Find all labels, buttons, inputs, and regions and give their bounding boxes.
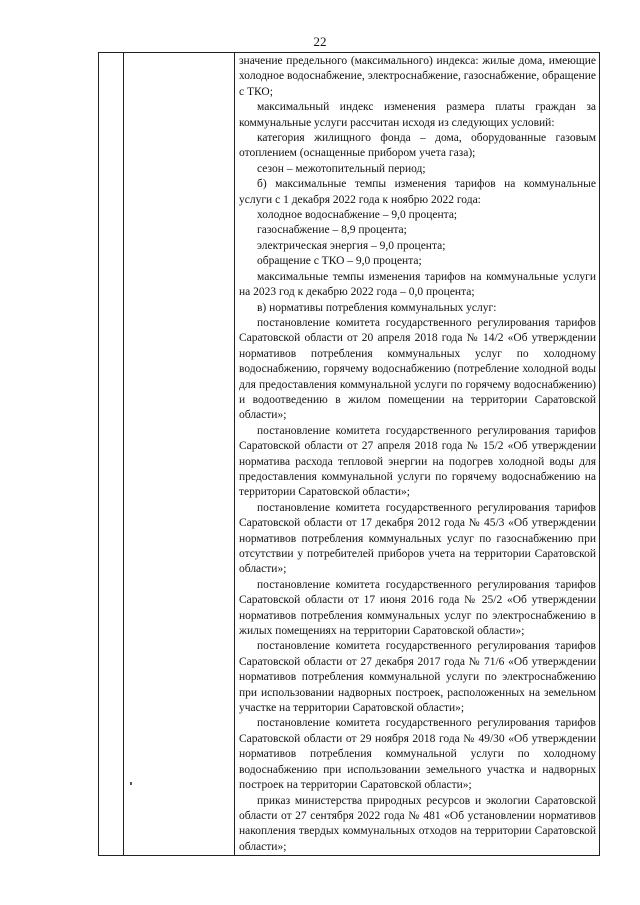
paragraph: значение предельного (максимального) индекса: жилые дома, имеющие холодное водоснабжение, электроснабжение, газоснабжение, обращение с ТКО;	[239, 55, 596, 98]
paragraph: холодное водоснабжение – 9,0 процента;	[257, 209, 458, 222]
content-cell	[235, 53, 600, 856]
paragraph: категория жилищного фонда – дома, оборудованные газовым отоплением (оснащенные прибором учета газа);	[239, 132, 596, 160]
paragraph: постановление комитета государственного регулирования тарифов Саратовской области от 20 апреля 2018 года № 14/2 «Об утверждении нормативов потребления коммунальных услуг по холодному водоснабжению, горячему водоснабжению (потребление холодной воды для предоставления коммунальной услуги по горячему водоснабжению) и водоотведению в жилом помещении на территории Саратовской области»;	[239, 316, 596, 422]
document-table	[98, 52, 600, 856]
paragraph: в) нормативы потребления коммунальных услуг:	[257, 301, 497, 314]
paragraph: постановление комитета государственного регулирования тарифов Саратовской области от 27 апреля 2018 года № 15/2 «Об утверждении норматива расхода тепловой энергии на подогрев холодной воды для предоставления коммунальной услуги по горячему водоснабжению на территории Саратовской области»;	[239, 424, 596, 499]
paragraph: постановление комитета государственного регулирования тарифов Саратовской области от 17 декабря 2012 года № 45/3 «Об утверждении нормативов потребления коммунальных услуг по газоснабжению при отсутствии у потребителей приборов учета на территории Саратовской области»;	[239, 501, 596, 576]
paragraph: постановление комитета государственного регулирования тарифов Саратовской области от 29 ноября 2018 года № 49/30 «Об утверждении нормативов потребления коммунальной услуги по холодному водоснабжению при использовании земельного участка и надворных построек на территории Саратовской области»;	[239, 717, 596, 792]
paragraph: газоснабжение – 8,9 процента;	[257, 224, 407, 237]
paragraph: приказ министерства природных ресурсов и экологии Саратовской области от 27 сентября 2022 года № 481 «Об установлении нормативов накопления твердых коммунальных отходов на территории Саратовской области»;	[239, 794, 596, 853]
paragraph: постановление комитета государственного регулирования тарифов Саратовской области от 27 декабря 2017 года № 71/6 «Об утверждении нормативов потребления коммунальной услуги по электроснабжению при использовании надворных построек, расположенных на земельном участке на территории Саратовской области»;	[239, 640, 596, 715]
paragraph: максимальные темпы изменения тарифов на коммунальные услуги на 2023 год к декабрю 2022 года – 0,0 процента;	[239, 270, 596, 299]
paragraph: максимальный индекс изменения размера платы граждан за коммунальные услуги рассчитан исходя из следующих условий:	[239, 101, 596, 129]
paragraph: обращение с ТКО – 9,0 процента;	[257, 255, 422, 268]
paragraph: сезон – межотопительный период;	[257, 162, 426, 175]
paragraph: электрическая энергия – 9,0 процента;	[257, 239, 446, 252]
row-number-cell	[99, 53, 124, 856]
page-number: 22	[313, 34, 327, 49]
paragraph: постановление комитета государственного регулирования тарифов Саратовской области от 17 июня 2016 года № 25/2 «Об утверждении нормативов потребления коммунальных услуг по электроснабжению в жилых помещениях на территории Саратовской области»;	[239, 578, 596, 638]
heading-cell	[124, 53, 235, 856]
table-row	[99, 53, 600, 856]
scan-mark	[130, 782, 132, 785]
paragraph: б) максимальные темпы изменения тарифов на коммунальные услуги с 1 декабря 2022 года к ноябрю 2022 года:	[239, 178, 596, 206]
